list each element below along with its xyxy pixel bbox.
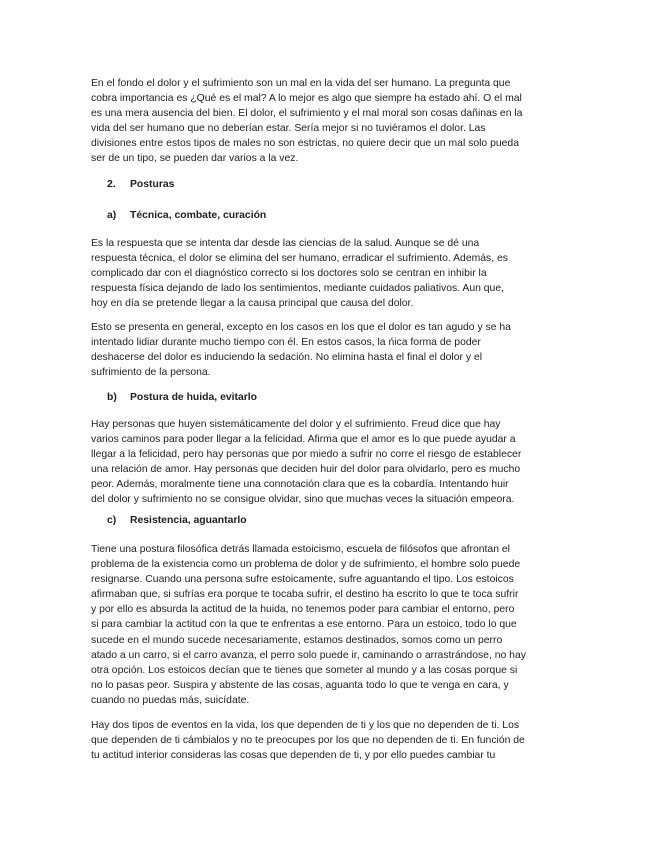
heading-number: b) — [107, 392, 117, 403]
heading-text: Resistencia, aguantarlo — [130, 515, 247, 526]
text-line: vida del ser humano que no deberían estar. Sería mejor si no tuviéramos el dolor. Las — [91, 123, 486, 135]
text-line: respuesta física dejando de lado los sentimientos, mediante cuidados paliativos. Aun que, — [91, 283, 505, 295]
text-line: que dependen de ti cámbialos y no te preocupes por los que no dependen de ti. En función de — [91, 735, 525, 747]
text-line: deshacerse del dolor es induciendo la sedación. No elimina hasta el final el dolor y el — [91, 352, 483, 364]
text-line: En el fondo el dolor y el sufrimiento son un mal en la vida del ser humano. La pregunta que — [91, 78, 511, 89]
heading-number: c) — [107, 515, 117, 526]
text-line: resignarse. Cuando una persona sufre estoicamente, sufre aguantando el tipo. Los estoicos — [91, 574, 514, 586]
paragraph-estoicismo — [91, 542, 581, 708]
text-line: Hay dos tipos de eventos en la vida, los que dependen de ti y los que no dependen de ti. Los — [91, 720, 520, 731]
heading-text: Técnica, combate, curación — [130, 210, 267, 221]
paragraph-huida — [91, 417, 581, 508]
paragraph-tecnica — [91, 236, 581, 311]
text-line: sufrimiento de la persona. — [91, 367, 211, 379]
paragraph-sedacion — [91, 320, 581, 380]
text-line: complicado dar con el diagnóstico correcto si los doctores solo se centran en inhibir la — [91, 268, 487, 280]
paragraph-intro — [91, 76, 581, 167]
text-line: Es la respuesta que se intenta dar desde las ciencias de la salud. Aunque se dé una — [91, 238, 480, 249]
text-line: no lo pasas peor. Suspira y abstente de las cosas, aguanta todo lo que te venga en cara, y — [91, 679, 509, 691]
text-line: llegar a la felicidad, pero hay personas que por miedo a sufrir no corre el riesgo de establecer — [91, 449, 522, 461]
subheading-resistencia — [107, 515, 247, 526]
text-line: una relación de amor. Hay personas que deciden huir del dolor para olvidarlo, pero es mucho — [91, 464, 521, 476]
text-line: hoy en día se pretende llegar a la causa principal que causa del dolor. — [91, 298, 414, 310]
text-line: problema de la existencia como un problema de dolor y de sufrimiento, el hombre solo puede — [91, 559, 521, 571]
text-line: varios caminos para poder llegar a la felicidad. Afirma que el amor es lo que puede ayudar a — [91, 434, 516, 446]
text-line: Tiene una postura filosófica detrás llamada estoicismo, escuela de filósofos que afrontan el — [91, 544, 510, 555]
text-line: ser de un tipo, se pueden dar varios a la vez. — [91, 153, 299, 165]
text-line: respuesta técnica, el dolor se elimina del ser humano, erradicar el sufrimiento. Además, es — [91, 253, 508, 265]
text-line: si para cambiar la actitud con la que te enfrentas a ese entorno. Para un estoico, todo lo que — [91, 619, 517, 631]
paragraph-eventos — [91, 718, 581, 763]
text-line: atado a un carro, si el carro avanza, el perro solo puede ir, caminando o arrastrándose, no hay — [91, 649, 526, 661]
heading-text: Postura de huida, evitarlo — [130, 392, 258, 403]
text-line: sucede en el mundo sucede necesariamente, estamos destinados, somos como un perro — [91, 634, 503, 646]
heading-text: Posturas — [130, 179, 175, 190]
text-line: peor. Además, moralmente tiene una connotación clara que es la cobardía. Intentando huir — [91, 479, 509, 491]
subheading-tecnica — [107, 210, 266, 221]
text-line: afirmaban que, si sufrías era porque te tocaba sufrir, el destino ha escrito lo que te toca sufrir — [91, 589, 519, 601]
section-heading-posturas — [107, 179, 174, 190]
text-line: divisiones entre estos tipos de males no son estrictas, no quiere decir que un mal solo pueda — [91, 138, 519, 150]
heading-number: a) — [107, 210, 117, 221]
heading-number: 2. — [107, 179, 116, 190]
text-line: es una mera ausencia del bien. El dolor, el sufrimiento y el mal moral son cosas dañinas en la — [91, 108, 523, 120]
text-line: otra opción. Los estoicos decían que te tienes que someter al mundo y a las cosas porque si — [91, 664, 518, 676]
subheading-huida — [107, 392, 257, 403]
text-line: del dolor y sufrimiento no se consigue olvidar, sino que muchas veces la situación empeora. — [91, 494, 515, 506]
text-line: Esto se presenta en general, excepto en los casos en los que el dolor es tan agudo y se ha — [91, 322, 511, 333]
text-line: cobra importancia es ¿Qué es el mal? A lo mejor es algo que siempre ha estado ahí. O el mal — [91, 93, 522, 105]
text-line: tu actitud interior consideras las cosas que dependen de ti, y por ello puedes cambiar tu — [91, 750, 496, 762]
text-line: intentado lidiar durante mucho tiempo con él. En estos casos, la ńica forma de poder — [91, 337, 481, 349]
text-line: cuando no puedas más, suicídate. — [91, 694, 250, 706]
text-line: Hay personas que huyen sistemáticamente del dolor y el sufrimiento. Freud dice que hay — [91, 419, 501, 430]
text-line: y por ello es absurda la actitud de la huida, no tenemos poder para cambiar el entorno, pero — [91, 604, 515, 616]
